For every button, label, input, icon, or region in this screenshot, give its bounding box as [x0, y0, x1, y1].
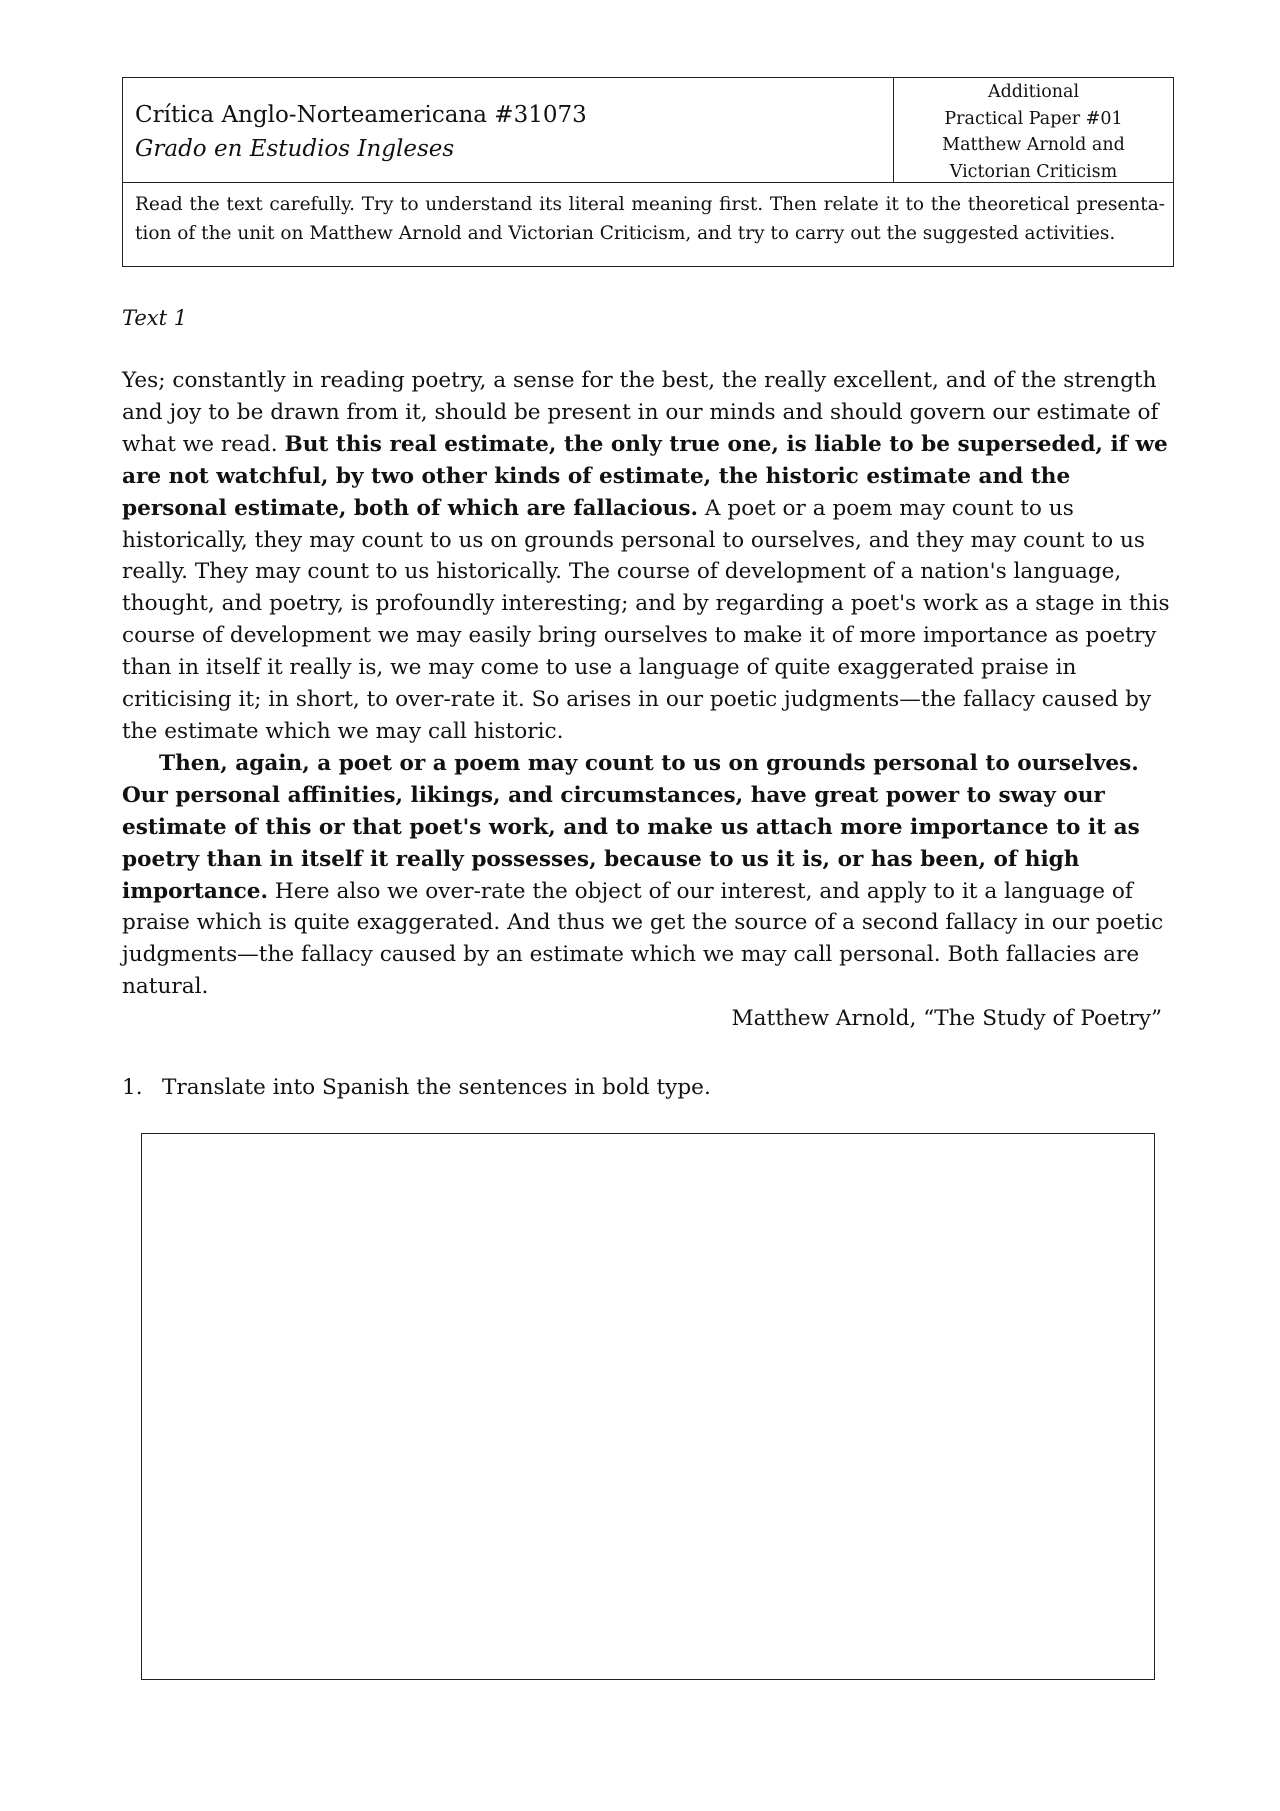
- question-number: 1.: [122, 1075, 143, 1100]
- header-table: [122, 77, 1174, 267]
- bold-sentence: Then, again, a poet or a poem may count to us on grounds personal to ourselves. Our personal affinities, likings, and circumstances, have great power to sway our estimate of this or that poet's work, and to make us attach more importance to it as poetry than in itself it really possesses, because to us it is, or has been, of high importance.: [122, 750, 1140, 904]
- plain-text: Here also we over-rate the object of our interest, and apply to it a language of praise which is quite exaggerated. And thus we get the source of a second fallacy in our poetic judgments—the fallacy caused by an estimate which we may call personal. Both fallacies are natural.: [122, 878, 1164, 1000]
- paper-line: Practical Paper #01: [944, 108, 1123, 129]
- plain-text: A poet or a poem may count to us historically, they may count to us on grounds personal to ourselves, and they may count to us really. They may count to us historically. The course of development of a nation's language, thought, and poetry, is profoundly interesting; and by regarding a poet's work as a stage in this course of development we may easily bring ourselves to make it of more importance as poetry than in itself it really is, we may come to use a language of quite exaggerated praise in criticising it; in short, to over-rate it. So arises in our poetic judgments—the fallacy caused by the estimate which we may call historic.: [122, 495, 1170, 744]
- paper-line: Victorian Criticism: [949, 161, 1118, 182]
- paragraph-1: [122, 365, 1174, 748]
- attribution: Matthew Arnold, “The Study of Poetry”: [731, 1006, 1162, 1032]
- paper-info-cell: [894, 78, 1173, 182]
- header-top-row: [123, 78, 1173, 183]
- course-title: Crítica Anglo-Norteamericana #31073: [135, 102, 587, 128]
- text-label: Text 1: [122, 306, 188, 330]
- question-text: Translate into Spanish the sentences in bold type.: [162, 1075, 711, 1100]
- paper-line: Additional: [987, 82, 1080, 102]
- paragraph-2: [122, 748, 1174, 1003]
- question-1: [122, 1073, 711, 1103]
- course-subtitle: Grado en Estudios Ingleses: [135, 136, 455, 162]
- passage: [122, 365, 1174, 1035]
- course-info-cell: [123, 78, 894, 182]
- bold-sentence: But this real estimate, the only true one, is liable to be superseded, if we are not watchful, by two other kinds of estimate, the historic estimate and the personal estimate, both of which are fallacious.: [122, 431, 1168, 521]
- answer-box[interactable]: [141, 1133, 1155, 1680]
- instructions: Read the text carefully. Try to understand its literal meaning first. Then relate it to the theoretical presenta-tion of the unit on Matthew Arnold and Victorian Criticism, and try to carry out the suggested activities.: [135, 194, 1165, 244]
- plain-text: Yes; constantly in reading poetry, a sense for the best, the really excellent, and of the strength and joy to be drawn from it, should be present in our minds and should govern our estimate of what we read.: [122, 368, 1159, 457]
- paper-line: Matthew Arnold and: [942, 135, 1125, 155]
